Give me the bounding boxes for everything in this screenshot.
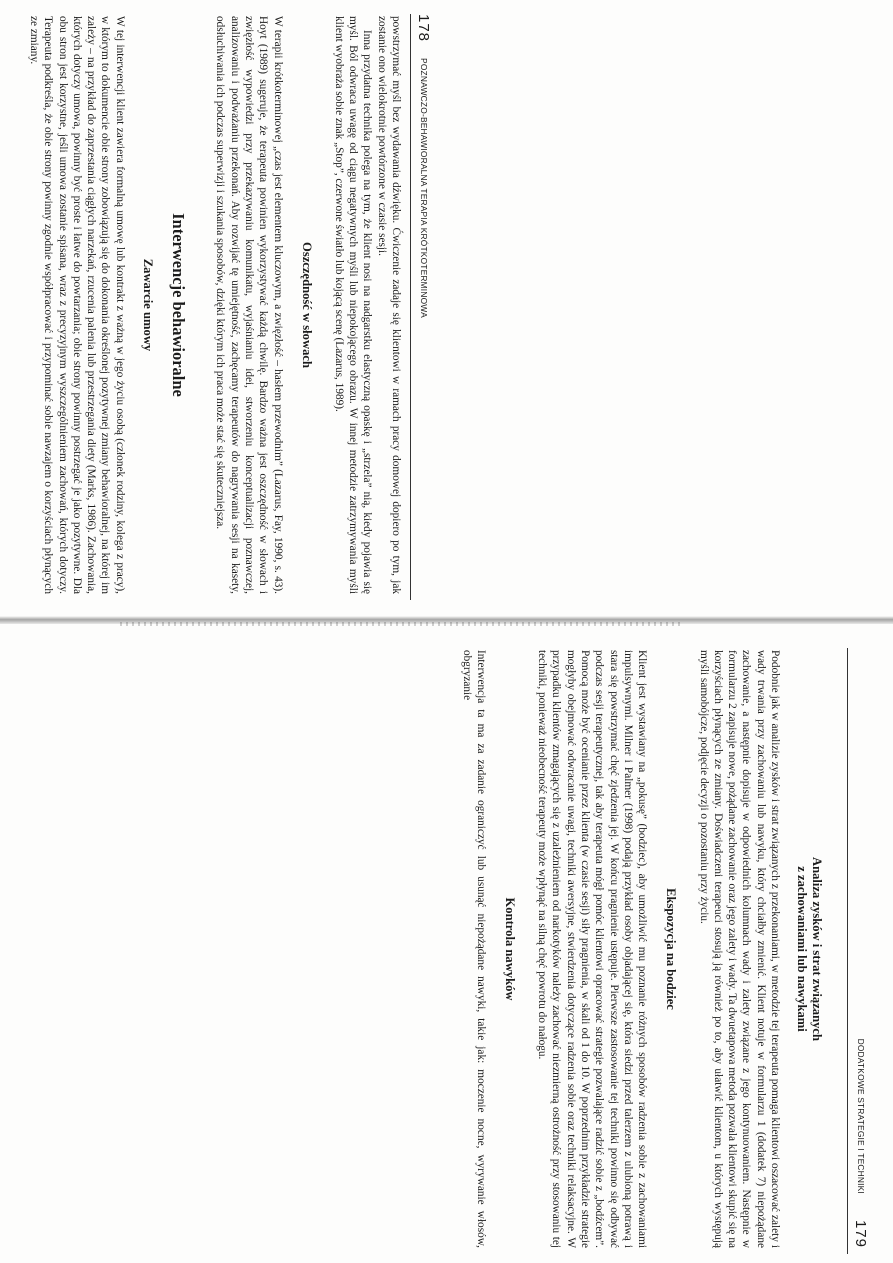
chapter-heading: Interwencje behawioralne: [169, 213, 189, 397]
section-heading: Ekspozycja na bodziec: [664, 888, 679, 1010]
book-gutter-texture: [120, 622, 680, 626]
paragraph: W tej interwencji klient zawiera formalną umowę lub kontrakt z ważną w jego życiu osobą (członek rodziny, kolega z pracy), w którym to dokumencie obie strony zobowiązują się do dokonania określonej pozytywnej zmiany behawioralnej, na której im zależy – na przykład do zaprzestania ciągłych narzekań, rzucenia palenia lub przestrzegania diety (Marks, 1986). Zachowania, których dotyczy umowa, powinny być proste i łatwe do powtarzania; obie strony powinny postrzegać je jako pozytywne. Dla obu stron jest korzystne, jeśli umowa zostanie spisana, wraz z precyzyjnym wyszczególnieniem zachowań, których dotyczy. Terapeuta podkreśla, że obie strony powinny zgodnie współpracować i przypominać sobie nawzajem o korzyściach płynących ze zmiany.: [27, 16, 126, 594]
running-head-title: POZNAWCZO-BEHAWIORALNA TERAPIA KRÓTKOTERMINOWA: [419, 58, 429, 318]
subsection-heading: Zawarcie umowy: [141, 258, 156, 352]
page-body-178: [27, 16, 403, 594]
section-heading: [794, 650, 824, 1248]
page-number: 178: [415, 14, 433, 43]
section-heading-line: z zachowaniami lub nawykami: [795, 866, 809, 1032]
page-179: [460, 634, 880, 1254]
page-number: 179: [852, 1219, 870, 1248]
section-heading: Oszczędność w słowach: [299, 242, 314, 368]
section-heading: Kontrola nawyków: [502, 897, 517, 1001]
running-head-title: DODATKOWE STRATEGIE I TECHNIKI: [856, 1038, 866, 1194]
paragraph: Inna przydatna technika polega na tym, że klient nosi na nadgarstku elastyczną opaskę i „strzela” nią, kiedy pojawia się myśl. Ból odwraca uwagę od ciągu negatywnych myśli lub niepokojącego obrazu. W innej metodzie zatrzymywania myśli klient wyobraża sobie znak „Stop”, czerwone światło lub kojącą scenę (Lazarus, 1989).: [332, 16, 374, 594]
page-body-179: [459, 650, 840, 1248]
paragraph: Interwencja ta ma za zadanie ograniczyć lub usunąć niepożądane nawyki, takie jak: moczenie nocne, wyrywanie włosów, obgryzanie: [460, 650, 487, 1248]
paragraph: powstrzymać myśl bez wydawania dźwięku. Ćwiczenie zadaje się klientowi w ramach pracy domowej dopiero po tym, jak zostanie ono wielokrotnie powtórzone w czasie sesji.: [375, 16, 402, 594]
running-head-179: [847, 648, 874, 1254]
paragraph: W terapii krótkoterminowej „czas jest elementem kluczowym, a zwięzłość – hasłem przewodnim” (Lazarus, Fay, 1990, s. 43). Hoyt (1989) sugeruje, że terapeuta powinien wykorzystywać każdą chwilę. Bardzo ważna jest oszczędność w słowach i zwięzłość wypowiedzi przy przekazywaniu komunikatu, wyjaśnianiu idei, stworzeniu konceptualizacji poznawczej, analizowaniu i podważaniu przekonań. Aby rozwijać tę umiejętność, zachęcamy terapeutów do nagrywania sesji na kasety, odsłuchiwania ich podczas superwizji i szukania sposobów, dzięki którym ich praca może stać się skuteczniejsza.: [214, 16, 284, 594]
running-head-178: [410, 14, 437, 600]
paragraph: Klient jest wystawiany na „pokusę” (bodziec), aby umożliwić mu poznanie różnych sposobów radzenia sobie z zachowaniami impulsywnymi. Milner i Palmer (1998) podają przykład osoby objadającej się, która siedzi przed talerzem z ulubioną potrawą i stara się powstrzymać chęć zjedzenia jej. W końcu pragnienie ustępuje. Pierwsze zastosowanie tej techniki powinno się odbywać podczas sesji terapeutycznej, tak aby terapeuta mógł pomóc klientowi opracować strategie pozwalające radzić sobie z „bodźcem”. Pomocą może być ocenianie przez klienta (w czasie sesji) siły pragnienia, w skali od 1 do 10. W poprzednim przykładzie strategie mogłyby obejmować odwracanie uwagi, techniki awersyjne, stwierdzenia dotyczące radzenia sobie oraz techniki relaksacyjne. W przypadku klientów zmagających się z uzależnieniem od narkotyków należy zachować niezmierną ostrożność przy stosowaniu tej techniki, ponieważ nieobecność terapeuty może wpłynąć na silną chęć powrotu do nałogu.: [536, 650, 649, 1248]
paragraph: Podobnie jak w analizie zysków i strat związanych z przekonaniami, w metodzie tej terapeuta pomaga klientowi oszacować zalety i wady trwania przy zachowaniu lub nawyku, który chciałby zmienić. Klient notuje w formularzu 1 (dodatek 7) niepożądane zachowanie, a następnie dopisuje w odpowiednich kolumnach wady i zalety związane z jego kontynuowaniem. Następnie w formularzu 2 zapisuje nowe, pożądane zachowanie oraz jego zalety i wady. Ta dwuetapowa metoda pozwala klientowi skupić się na korzyściach płynących ze zmiany. Doświadczeni terapeuci stosują ją również po to, aby ułatwić klientom, u których występują myśli samobójcze, podjęcie decyzji o pozostaniu przy życiu.: [697, 650, 781, 1248]
section-heading-line: Analiza zysków i strat związanych: [810, 857, 824, 1041]
page-178: [27, 0, 443, 600]
